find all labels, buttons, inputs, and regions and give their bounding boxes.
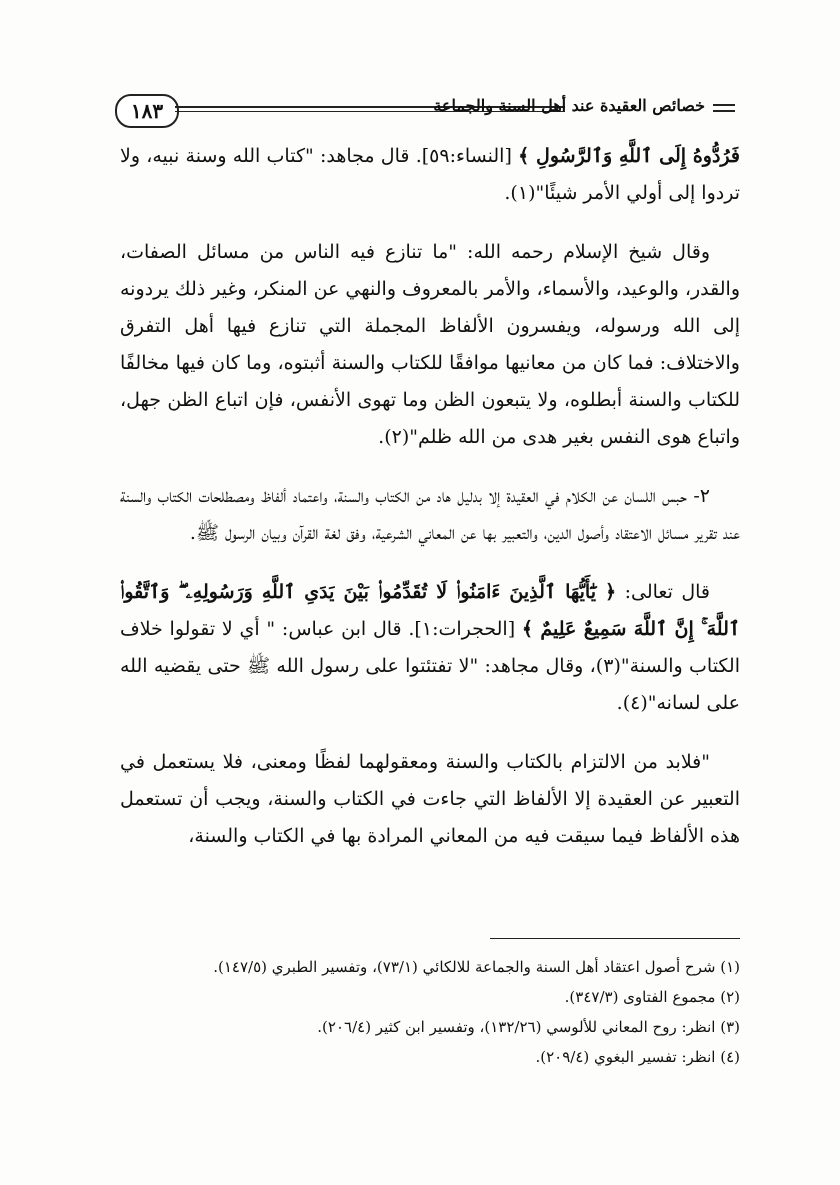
paragraph: ٢- حبس اللسان عن الكلام في العقيدة إلا بدليل هاد من الكتاب والسنة، واعتماد ألفاظ ومصطلحات الكتاب والسنة عند تقرير مسائل الاعتقاد وأصول الدين، والتعبير بها عن المعاني الشرعية، وفق لغة القرآن وبيان الرسول ﷺ. [120,485,740,544]
book-title: خصائص العقيدة عند أهل السنة والجماعة [433,96,705,115]
main-text [120,138,740,877]
paragraph-lead: قال تعالى: [616,581,710,603]
paragraph [120,574,740,722]
paragraph-text: [الحجرات:١]. قال ابن عباس: " أي لا تقولوا خلاف الكتاب والسنة"(٣)، وقال مجاهد: "لا تفتئتوا على رسول الله ﷺ حتى يقضيه الله على لسانه"(٤). [120,618,740,714]
footnote-separator [490,938,740,939]
paragraph: "فلابد من الالتزام بالكتاب والسنة ومعقولهما لفظًا ومعنى، فلا يستعمل في التعبير عن العقيدة إلا الألفاظ التي جاءت في الكتاب والسنة، ويجب أن تستعمل هذه الألفاظ فيما سيقت فيه من المعاني المرادة بها في الكتاب والسنة، [120,751,740,847]
running-header [115,92,735,132]
footnote: (٣) انظر: روح المعاني للألوسي (١٣٢/٢٦)، وتفسير ابن كثير (٢٠٦/٤). [317,1018,740,1036]
footnotes [130,952,740,1072]
footnote: (١) شرح أصول اعتقاد أهل السنة والجماعة للالكائي (٧٣/١)، وتفسير الطبري (١٤٧/٥). [213,958,740,976]
quran-verse: ﴿ يَٰٓأَيُّهَا ٱلَّذِينَ ءَامَنُوا۟ لَا تُقَدِّمُوا۟ بَيْنَ يَدَىِ ٱللَّهِ وَرَسُولِهِۦ ۖ وَٱتَّقُوا۟ ٱللَّهَ ۚ إِنَّ ٱللَّهَ سَمِيعٌ عَلِيمٌ ﴾ [120,581,740,640]
paragraph [120,138,740,212]
page-number: ١٨٣ [115,94,179,128]
header-ornament [713,104,735,112]
paragraph-text: [النساء:٥٩]. قال مجاهد: "كتاب الله وسنة نبيه، ولا تردوا إلى أولي الأمر شيئًا"(١). [120,145,740,204]
footnote: (٢) مجموع الفتاوى (٣٤٧/٣). [564,988,740,1006]
quran-verse: فَرُدُّوهُ إِلَى ٱللَّهِ وَٱلرَّسُولِ ﴾ [518,145,740,167]
paragraph: وقال شيخ الإسلام رحمه الله: "ما تنازع فيه الناس من مسائل الصفات، والقدر، والوعيد، والأسماء، والأمر بالمعروف والنهي عن المنكر، وغير ذلك يردونه إلى الله ورسوله، ويفسرون الألفاظ المجملة التي تنازع فيها أهل التفرق والاختلاف: فما كان من معانيها موافقًا للكتاب والسنة أثبتوه، وما كان فيها مخالفًا للكتاب والسنة أبطلوه، ولا يتبعون الظن وما تهوى الأنفس، فإن اتباع الظن جهل، واتباع هوى النفس بغير هدى من الله ظلم"(٢). [120,241,741,448]
footnote: (٤) انظر: تفسير البغوي (٢٠٩/٤). [535,1048,740,1066]
